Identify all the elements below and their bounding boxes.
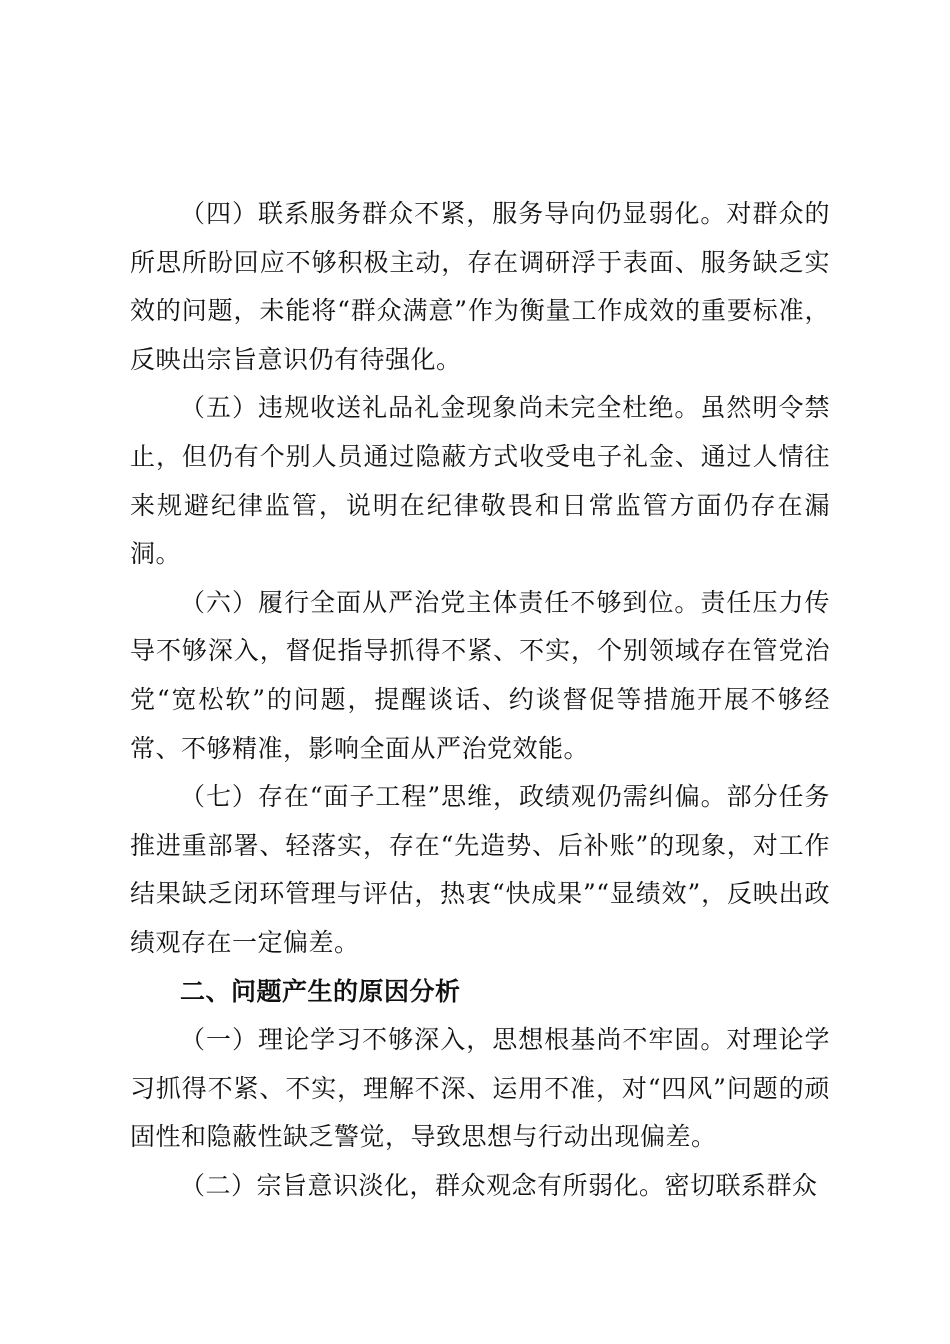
paragraph-item-4: （四）联系服务群众不紧，服务导向仍显弱化。对群众的所思所盼回应不够积极主动，存在调研浮于表面、服务缺乏实效的问题，未能将“群众满意”作为衡量工作成效的重要标准，反映出宗旨意识仍有待强化。 (130, 199, 830, 374)
paragraph-item-6: （六）履行全面从严治党主体责任不够到位。责任压力传导不够深入，督促指导抓得不紧、不实，个别领域存在管党治党“宽松软”的问题，提醒谈话、约谈督促等措施开展不够经常、不够精准，影响全面从严治党效能。 (130, 587, 830, 763)
section-heading: 二、问题产生的原因分析 (180, 976, 461, 1006)
paragraph-item-7: （七）存在“面子工程”思维，政绩观仍需纠偏。部分任务推进重部署、轻落实，存在“先造势、后补账”的现象，对工作结果缺乏闭环管理与评估，热衷“快成果”“显绩效”，反映出政绩观存在一定偏差。 (130, 782, 830, 957)
document-page (130, 190, 830, 1210)
cause-item-2: （二）宗旨意识淡化，群众观念有所弱化。密切联系群众 (180, 1170, 818, 1200)
cause-item-1: （一）理论学习不够深入，思想根基尚不牢固。对理论学习抓得不紧、不实，理解不深、运用不准，对“四风”问题的顽固性和隐蔽性缺乏警觉，导致思想与行动出现偏差。 (130, 1025, 830, 1152)
paragraph-item-5: （五）违规收送礼品礼金现象尚未完全杜绝。虽然明令禁止，但仍有个别人员通过隐蔽方式收受电子礼金、通过人情往来规避纪律监管，说明在纪律敬畏和日常监管方面仍存在漏洞。 (130, 393, 830, 569)
